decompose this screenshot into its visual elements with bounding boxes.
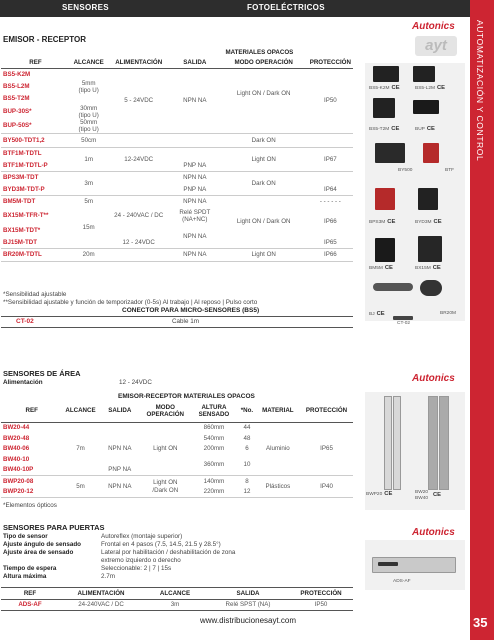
ref-bs5-t2m: BS5-T2M xyxy=(3,94,30,102)
ayt-watermark-logo: ayt xyxy=(415,36,457,56)
product-image-bs5-l2m xyxy=(413,66,435,82)
bs5-connector-header: CONECTOR PARA MICRO-SENSORES (BS5) xyxy=(122,307,260,314)
ce-mark-icon: CE xyxy=(384,491,393,497)
puertas-section-title: SENSORES PARA PUERTAS xyxy=(3,523,105,532)
ref-bps3m: BPS3M-TDT xyxy=(3,174,39,182)
ref-byd3m: BYD3M-TDT-P xyxy=(3,185,45,193)
ct02-cable: Cable 1m xyxy=(172,318,199,325)
product-image-bw40 xyxy=(439,396,449,490)
ref-bwp20-08: BWP20-08 xyxy=(3,477,34,485)
ce-mark-icon: CE xyxy=(426,126,435,132)
puertas-table: REF ALIMENTACIÓN ALCANCE SALIDA PROTECCIÓN ADS-AF 24-240VAC / DC 3m Relé SPST (NA) IP50 xyxy=(1,587,353,611)
ref-bj15m: BJ15M-TDT xyxy=(3,238,38,246)
autonics-logo-area: Autonics xyxy=(412,373,455,384)
sidebar-category-text: AUTOMATIZACIÓN Y CONTROL xyxy=(475,20,485,162)
note-elementos-opticos: *Elementos ópticos xyxy=(3,502,57,509)
ce-mark-icon: CE xyxy=(437,85,446,91)
top-band xyxy=(0,0,470,17)
ref-bw40-10: BW40-10 xyxy=(3,455,30,463)
autonics-logo: Autonics xyxy=(412,21,455,32)
ref-ct02: CT-02 xyxy=(16,318,34,325)
ref-bs5-l2m: BS5-L2M xyxy=(3,82,30,90)
note-temporizador: **Sensibilidad ajustable y función de temporizador (0-5s) Al trabajo | Al reposo | Pulso corto xyxy=(3,299,258,306)
autonics-logo-puertas: Autonics xyxy=(412,527,455,538)
ref-ads-af: ADS-AF xyxy=(18,601,42,609)
product-image-btf xyxy=(423,143,439,163)
product-image-bx15m xyxy=(418,236,442,262)
product-image-bj xyxy=(373,283,413,291)
ref-br20m: BR20M-TDTL xyxy=(3,251,42,259)
section-label-fotoelectricos: FOTOELÉCTRICOS xyxy=(247,3,325,12)
col-ref: REF xyxy=(29,59,42,67)
ce-mark-icon: CE xyxy=(391,126,400,132)
area-alimentacion-label: Alimentación xyxy=(3,379,43,386)
ref-bx15m-tdt: BX15M-TDT* xyxy=(3,226,41,234)
ce-mark-icon: CE xyxy=(391,85,400,91)
ref-by500: BY500-TDT1,2 xyxy=(3,136,45,144)
col-alimentacion: ALIMENTACIÓN xyxy=(115,59,163,67)
ce-mark-icon: CE xyxy=(433,219,442,225)
ref-bw40-06: BW40-06 xyxy=(3,445,30,453)
product-image-bs5-t2m xyxy=(373,98,395,118)
area-section-title: SENSORES DE ÁREA xyxy=(3,369,81,378)
ref-bs5-k2m: BS5-K2M xyxy=(3,71,31,79)
ce-mark-icon: CE xyxy=(384,265,393,271)
product-image-by500 xyxy=(375,143,405,163)
product-image-bup xyxy=(413,100,439,114)
emisor-section-title: EMISOR - RECEPTOR xyxy=(3,35,86,44)
col-modo: MODO OPERACIÓN xyxy=(234,59,293,67)
product-image-bps3m xyxy=(375,188,395,210)
page-number: 35 xyxy=(473,615,488,630)
ce-mark-icon: CE xyxy=(387,219,396,225)
product-image-br20m xyxy=(420,280,442,296)
ads-af-sensor-window xyxy=(378,562,398,566)
ce-mark-icon: CE xyxy=(432,265,441,271)
area-table: REF ALCANCE SALIDA MODO OPERACIÓN ALTURA SENSADO *No. MATERIAL PROTECCIÓN BW20-44 860mm 44 BW20-48 7m NPN NA Light ON 540mm 48 IP65 BW40-06 200mm 6 Aluminio BW40-10 360mm 10 BW40-10P PNP NA BWP20-08 5m NPN NA Light ON /Dark ON 140mm 8 Plásticos IP40 BWP20-12 220mm 12 xyxy=(1,400,353,498)
ref-bm5m: BM5M-TDT xyxy=(3,198,36,206)
emisor-table: MATERIALES OPACOS REF ALCANCE ALIMENTACIÓN SALIDA MODO OPERACIÓN PROTECCIÓN BS5-K2M 5mm (tipo U) 5 - 24VDC NPN NA Light ON / Dark ON IP50 BS5-L2M BS5-T2M BUP-30S* 30mm (tipo U) BUP-50S* 50mm (tipo U) BY500-TDT1,2 50cm Dark ON BTF1M-TDTL 1m 12-24VDC Light ON IP67 BTF1M-TDTL-P PNP NA BPS3M-TDT 3m NPN NA Dark ON BYD3M-TDT-P PNP NA IP64 BM5M-TDT 5m NPN NA - - - - - - BX15M-TFR-T** 15m 24 - 240VAC / DC Relé SPDT (NA+NC) Light ON / Dark ON IP66 BX15M-TDT* NPN NA BJ15M-TDT 12 - 24VDC IP65 BR20M-TDTL 20m NPN NA Light ON IP66 xyxy=(1,47,353,262)
ref-bup-30s: BUP-30S* xyxy=(3,108,32,116)
ref-bw20-48: BW20-48 xyxy=(3,434,30,442)
col-proteccion: PROTECCIÓN xyxy=(309,59,351,67)
ref-bw40-10p: BW40-10P xyxy=(3,466,34,474)
product-image-bm5m xyxy=(375,238,395,262)
product-image-bwp20-left xyxy=(384,396,392,490)
col-salida: SALIDA xyxy=(183,59,207,67)
ce-mark-icon: CE xyxy=(376,311,385,317)
emisor-group-header: MATERIALES OPACOS xyxy=(225,48,294,56)
section-label-sensores: SENSORES xyxy=(62,3,109,12)
ref-btf1m: BTF1M-TDTL xyxy=(3,150,42,158)
product-image-bs5-k2m xyxy=(373,66,399,82)
ref-btf1m-p: BTF1M-TDTL-P xyxy=(3,161,48,169)
ref-bw20-44: BW20-44 xyxy=(3,424,30,432)
footer-url: www.distribucionesayt.com xyxy=(200,616,297,625)
product-image-bwp20-right xyxy=(393,396,401,490)
ce-mark-icon: CE xyxy=(433,492,442,498)
area-alimentacion-value: 12 - 24VDC xyxy=(119,379,152,386)
note-sensibilidad: *Sensibilidad ajustable xyxy=(3,291,67,298)
area-group-header: EMISOR-RECEPTOR MATERIALES OPACOS xyxy=(118,393,255,400)
product-image-ct02 xyxy=(393,316,413,320)
ref-bup-50s: BUP-50S* xyxy=(3,122,32,130)
ref-bwp20-12: BWP20-12 xyxy=(3,488,34,496)
ref-bx15m-tfr: BX15M-TFR-T** xyxy=(3,212,49,220)
product-image-bw20 xyxy=(428,396,438,490)
product-image-byd3m xyxy=(418,188,438,210)
col-alcance: ALCANCE xyxy=(73,59,104,67)
category-sidebar xyxy=(470,0,494,640)
